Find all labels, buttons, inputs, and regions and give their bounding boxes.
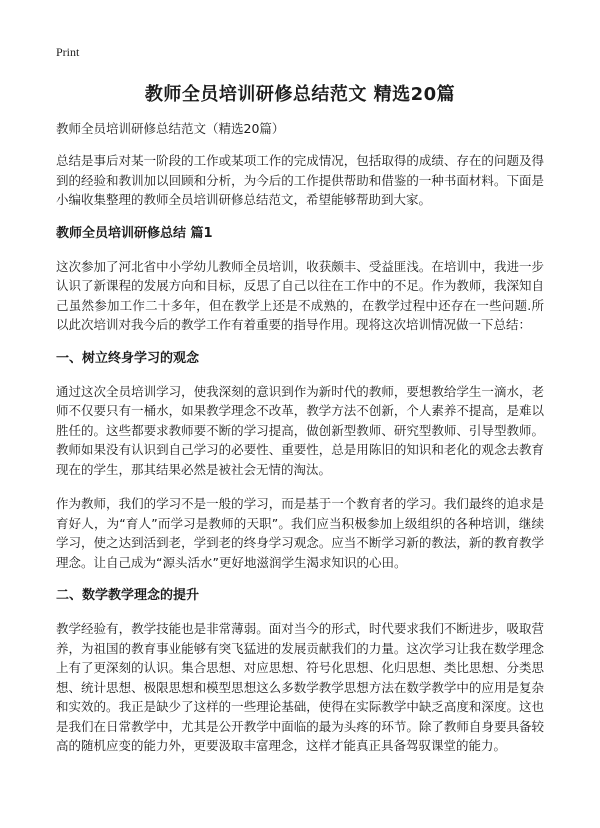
subheading-math-teaching: 二、数学教学理念的提升 [56, 588, 200, 603]
paragraph-2: 通过这次全员培训学习，使我深刻的意识到作为新时代的教师，要想教给学生一滴水，老师不仅要只有一桶水，如果教学理念不改革，教学方法不创新，个人素养不提高，是难以胜任的。这些都要求教师要不断的学习提高，做创新型教师、研究型教师、引导型教师。教师如果没有认识到自己学习的必要性、重要性，总是用陈旧的知识和老化的观念去教育现在的学生，那其结果必然是被社会无情的淘汰。 [56, 383, 544, 477]
paragraph-1: 这次参加了河北省中小学幼儿教师全员培训，收获颇丰、受益匪浅。在培训中，我进一步认识了新课程的发展方向和目标，反思了自己以往在工作中的不足。作为教师，我深知自己虽然参加工作二十多年，但在教学上还是不成熟的，在教学过程中还存在一些问题.所以此次培训对我今后的教学工作有着重要的指导作用。现将这次培训情况做一下总结： [56, 258, 544, 332]
document-content [56, 120, 544, 771]
document-title: 教师全员培训研修总结范文 精选20篇 [144, 84, 456, 105]
document-subtitle: 教师全员培训研修总结范文（精选20篇） [56, 121, 285, 136]
print-label: Print [56, 45, 80, 59]
paragraph-4: 教学经验有，教学技能也是非常薄弱。面对当今的形式，时代要求我们不断进步，吸取营养，为祖国的教育事业能够有突飞猛进的发展贡献我们的力量。这次学习让我在数学理念上有了更深刻的认识。集合思想、对应思想、符号化思想、化归思想、类比思想、分类思想、统计思想、极限思想和模型思想这么多数学教学思想方法在数学教学中的应用是复杂和实效的。我正是缺少了这样的一些理论基础，使得在实际教学中缺乏高度和深度。这也是我们在日常教学中，尤其是公开教学中面临的最为头疼的环节。除了教师自身要具备较高的随机应变的能力外，更要汲取丰富理念，这样才能真正具备驾驭课堂的能力。 [56, 621, 544, 753]
paragraph-3: 作为教师，我们的学习不是一般的学习，而是基于一个教育者的学习。我们最终的追求是育好人，为“育人”而学习是教师的天职”。我们应当积极参加上级组织的各种培训，继续学习，使之达到活到老，学到老的终身学习观念。应当不断学习新的教法，新的教育教学理念。让自己成为“源头活水”更好地滋润学生渴求知识的心田。 [56, 496, 544, 570]
intro-paragraph: 总结是事后对某一阶段的工作或某项工作的完成情况，包括取得的成绩、存在的问题及得到的经验和教训加以回顾和分析，为今后的工作提供帮助和借鉴的一种书面材料。下面是小编收集整理的教师全员培训研修总结范文，希望能够帮助到大家。 [56, 153, 544, 207]
section-heading-1: 教师全员培训研修总结 篇1 [56, 225, 213, 241]
subheading-lifelong-learning: 一、树立终身学习的观念 [56, 350, 200, 366]
